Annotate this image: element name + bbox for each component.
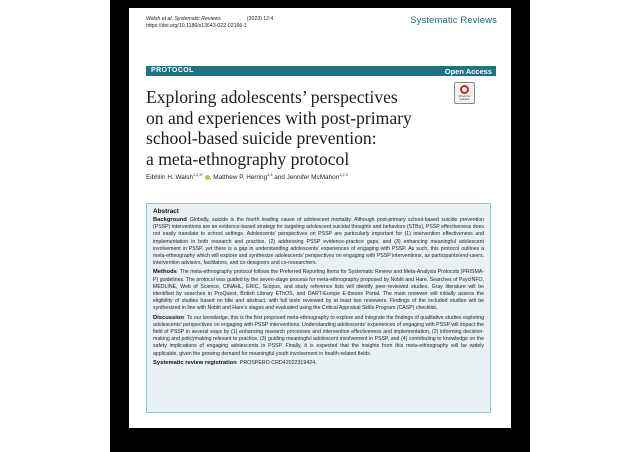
update-ring-icon xyxy=(460,85,469,94)
abstract-registration xyxy=(153,360,484,366)
abstract-box xyxy=(146,203,491,413)
article-type-banner xyxy=(146,66,496,76)
background-text: Globally, suicide is the fourth leading cause of adolescent mortality. Although post-primary school-based suicide prevention (PSSP) interventions are an evidence-based strategy for targeting adolescent suicidal thoughts and behaviors (STBs), PSSP effectiveness does not easily translate to school settings. Adolescents’ perspectives on PSSP are particularly important for (1) intervention effectiveness and implementation in both research and practice, (2) addressing PSSP evidence-practice gaps, and (3) enhancing meaningful adolescent involvement in PSSP, yet there is a gap in understanding adolescents’ experiences of engaging with PSSP. As such, this protocol outlines a meta-ethnography which will explore and synthesize adolescents’ perspectives on engaging with PSSP interventions, as participants/end-users, intervention advisors, facilitators, and co-designers and co-researchers. xyxy=(153,217,484,267)
author-name[interactable]: Jennifer McMahon xyxy=(286,174,340,182)
author-name[interactable]: Matthew P. Herring xyxy=(213,174,268,182)
abstract-methods xyxy=(153,269,484,312)
methods-text: The meta-ethnography protocol follows the Preferred Reporting Items for Systematic Review and Meta-Analysis Protocols (PRISMA-P) guidelines. The protocol was guided by the seven-stage process for meta-ethnography proposed by Noblit and Hare. Searches of PsycINFO, MEDLINE, Web of Science, CINAHL, ERIC, Scopus, and study reference lists will identify peer-reviewed studies. Gray literature will be identified by searches in ProQuest, British Library EThOS, and DART-Europe E-theses Portal. The main reviewer will initially assess the eligibility of studies based on title and abstract, with full texts reviewed by at least two reviewers. Findings of the included studies will be synthesized in line with Noblit and Hare’s stages and evaluated using the Critical Appraisal Skills Program (CASP) checklist. xyxy=(153,269,485,312)
author-affiliation: 1,2,3 xyxy=(339,173,348,177)
registration-text: PROSPERO CRD42022319424. xyxy=(239,359,317,366)
title-line: Exploring adolescents’ perspectives xyxy=(146,87,398,107)
discussion-label: Discussion xyxy=(153,314,184,321)
journal-name: Systematic Reviews xyxy=(410,15,497,26)
title-line: a meta-ethnography protocol xyxy=(146,148,350,169)
doi-link[interactable]: https://doi.org/10.1186/s13643-022-02166-1 xyxy=(146,23,247,29)
author-conjunction: and xyxy=(274,174,285,182)
citation-header xyxy=(146,16,299,30)
abstract-discussion xyxy=(153,315,484,358)
check-for-updates-badge[interactable] xyxy=(454,82,475,104)
article-type-label: PROTOCOL xyxy=(151,67,194,74)
orcid-icon[interactable] xyxy=(205,175,210,180)
abstract-heading: Abstract xyxy=(153,208,179,215)
title-line: on and experiences with post-primary xyxy=(146,107,412,128)
citation-authors: Walsh et al. Systematic Reviews xyxy=(146,16,221,22)
open-access-label: Open Access xyxy=(444,66,492,76)
abstract-background xyxy=(153,217,484,267)
author-list: Eibhlín H. Walsh$^{1,2,3*}$ , Matthew P. Herring$^{4,5}$ and Jennifer McMahon$^{1,2,3}$ xyxy=(146,173,348,182)
document-page xyxy=(129,8,511,428)
methods-label: Methods xyxy=(153,269,177,276)
author-affiliation: 4,5 xyxy=(267,173,273,177)
author-affiliation: 1,2,3* xyxy=(193,173,203,177)
article-title xyxy=(146,87,446,169)
background-label: Background xyxy=(153,217,187,223)
discussion-text: To our knowledge, this is the first proposed meta-ethnography to explore and integrate the findings of qualitative studies exploring adolescents’ perspectives on engaging with PSSP interventions. Understanding adolescents’ experiences of engaging with PSSP will impact the field of PSSP in several ways by (1) enhancing research processes and intervention effectiveness and implementation, (2) informing decision-making and policymaking relevant to practice, (3) guiding meaningful adolescent involvement in PSSP, and (4) contributing to knowledge on the safety implications of engaging adolescents in PSSP. Finally, it is expected that the insights from this meta-ethnography will be widely applicable, given the growing demand for meaningful youth involvement in health-related fields. xyxy=(153,314,484,357)
check-for-updates-label: Check for updates xyxy=(458,94,471,101)
title-line: school-based suicide prevention: xyxy=(146,128,377,148)
citation-year: (2023) 12:4 xyxy=(246,16,274,22)
author-name[interactable]: Eibhlín H. Walsh xyxy=(146,174,193,182)
registration-label: Systematic review registration xyxy=(153,359,237,366)
